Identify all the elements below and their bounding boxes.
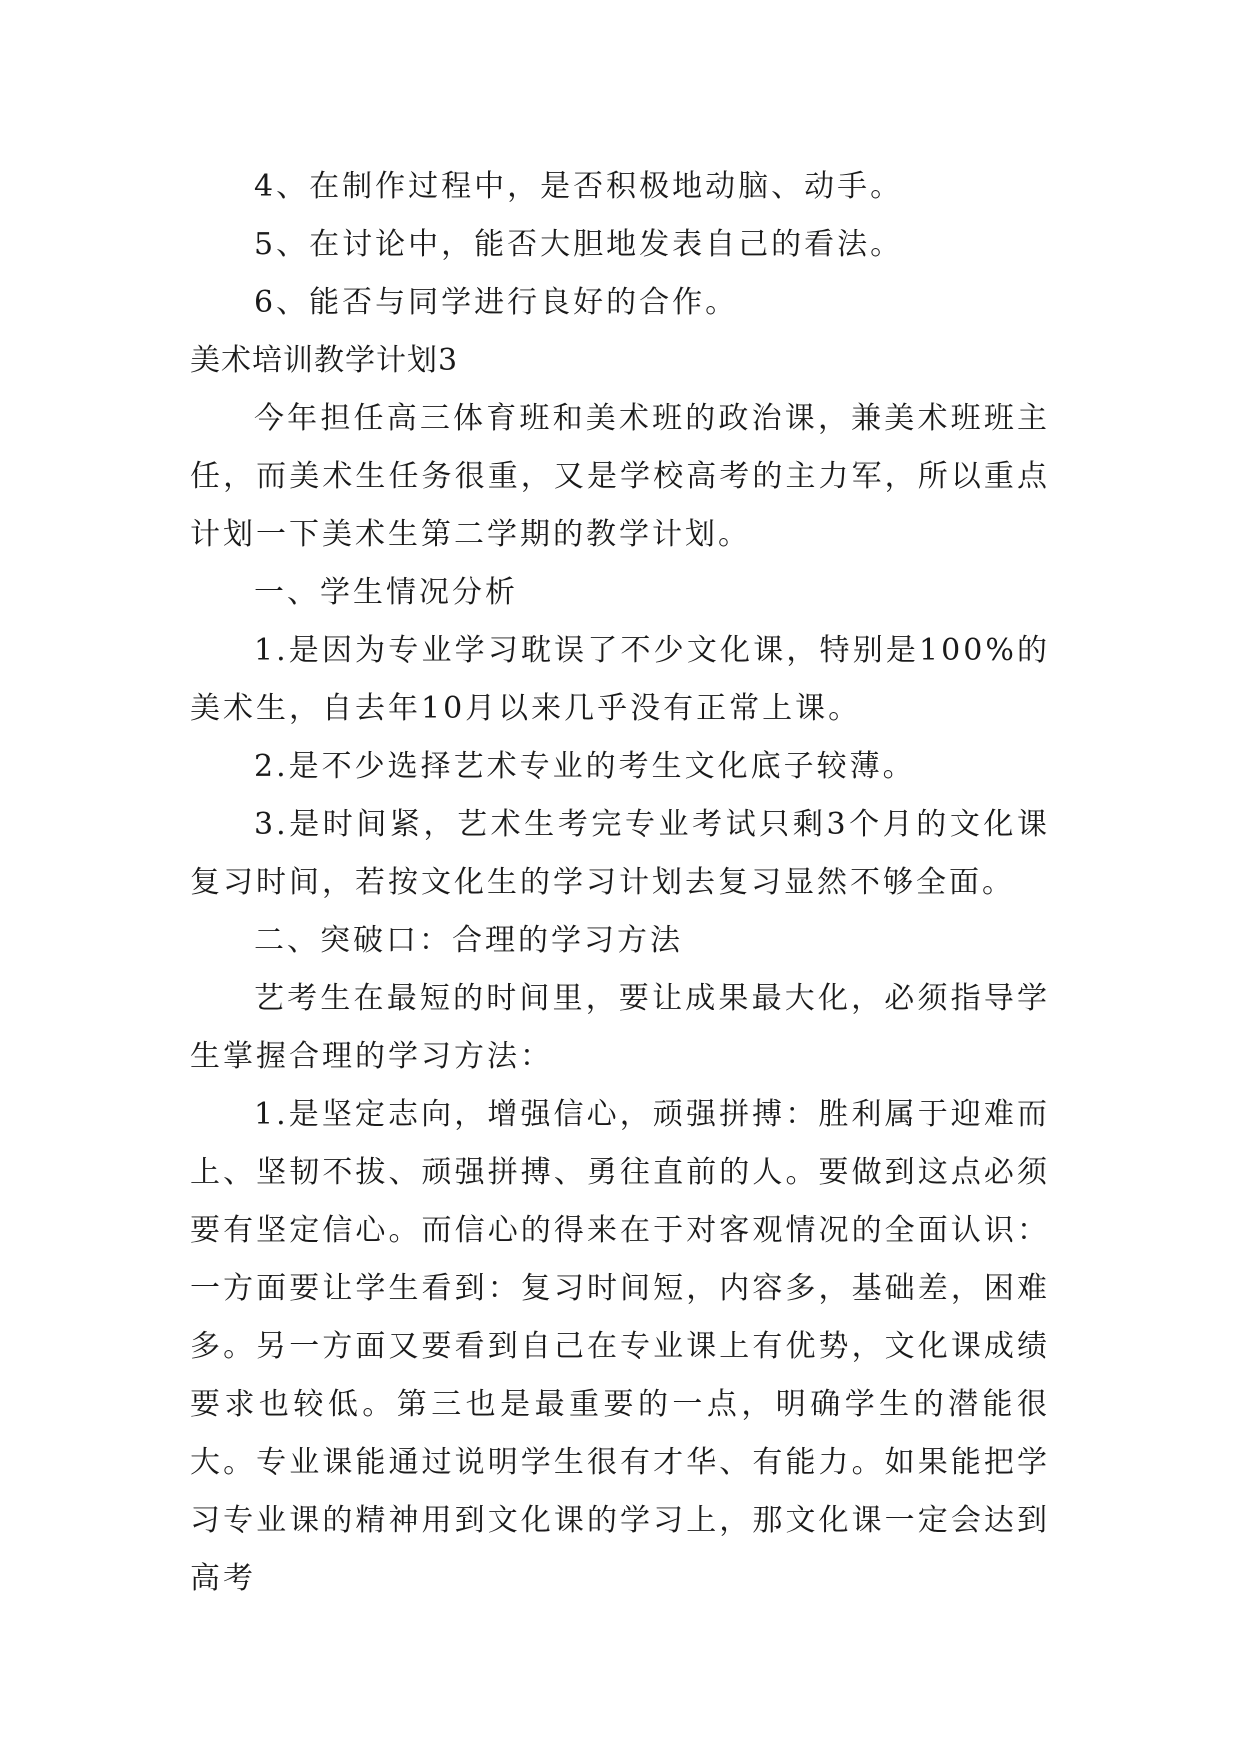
paragraph-analysis-1: 1.是因为专业学习耽误了不少文化课，特别是100%的美术生，自去年10月以来几乎没有正常上课。 — [190, 633, 1050, 726]
paragraph-criterion-6: 6、能否与同学进行良好的合作。 — [254, 285, 739, 320]
subheading-breakthrough: 二、突破口：合理的学习方法 — [254, 923, 683, 958]
paragraph-analysis-3: 3.是时间紧，艺术生考完专业考试只剩3个月的文化课复习时间，若按文化生的学习计划去复习显然不够全面。 — [190, 807, 1050, 900]
paragraph-intro: 今年担任高三体育班和美术班的政治课，兼美术班班主任，而美术生任务很重，又是学校高考的主力军，所以重点计划一下美术生第二学期的教学计划。 — [190, 401, 1050, 552]
paragraph-criterion-5: 5、在讨论中，能否大胆地发表自己的看法。 — [254, 227, 904, 262]
subheading-student-analysis: 一、学生情况分析 — [254, 575, 518, 610]
paragraph-criterion-4: 4、在制作过程中，是否积极地动脑、动手。 — [254, 169, 904, 204]
paragraph-analysis-2: 2.是不少选择艺术专业的考生文化底子较薄。 — [254, 749, 916, 784]
paragraph-method-intro: 艺考生在最短的时间里，要让成果最大化，必须指导学生掌握合理的学习方法： — [190, 981, 1050, 1074]
document-page — [190, 158, 1050, 1608]
paragraph-method-1: 1.是坚定志向，增强信心，顽强拼搏：胜利属于迎难而上、坚韧不拔、顽强拼搏、勇往直前的人。要做到这点必须要有坚定信心。而信心的得来在于对客观情况的全面认识：一方面要让学生看到：复习时间短，内容多，基础差，困难多。另一方面又要看到自己在专业课上有优势，文化课成绩要求也较低。第三也是最重要的一点，明确学生的潜能很大。专业课能通过说明学生很有才华、有能力。如果能把学习专业课的精神用到文化课的学习上，那文化课一定会达到高考 — [190, 1097, 1050, 1596]
section-title: 美术培训教学计划3 — [190, 343, 459, 378]
